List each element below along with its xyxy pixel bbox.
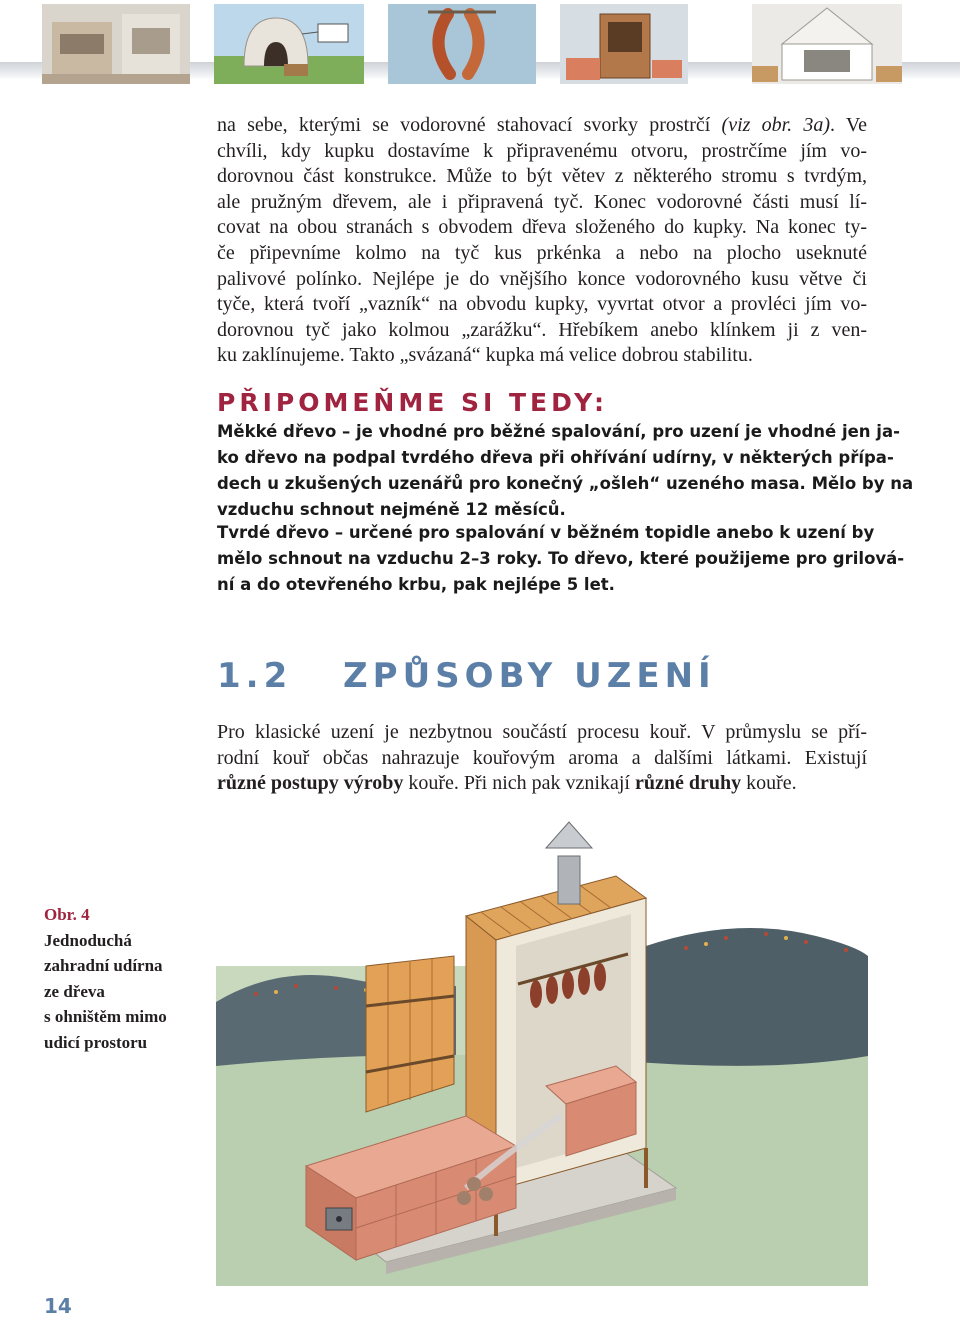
text-line: Měkké dřevo – je vhodné pro běžné spalování, pro uzení je vhodné jen ja-	[217, 422, 900, 441]
text-line: rodní kouř občas nahrazuje kouřovým aroma a dalšími látkami. Existují	[217, 746, 867, 769]
text-line: tyče, která tvoří „vazník“ na obvodu kupky, vyvrtat otvor a provléci jím vo-	[217, 293, 867, 316]
page-number: 14	[44, 1294, 72, 1318]
text-line: dorovnou tyč jako kolmou „zarážku“. Hřebíkem anebo klínkem ji z ven-	[217, 318, 867, 341]
text-line: ku zaklínujeme. Takto „svázaná“ kupka má velice dobrou stabilitu.	[217, 344, 753, 367]
text-line: různé postupy výroby kouře. Při nich pak vznikají různé druhy kouře.	[217, 772, 797, 795]
figure-caption	[44, 902, 214, 1055]
caption-line: zahradní udírna	[44, 956, 163, 975]
text-line: na sebe, kterými se vodorovné stahovací svorky prostrčí (viz obr. 3a). Ve	[217, 114, 867, 136]
grill-thumbnail-2	[752, 4, 902, 84]
caption-line: s ohništěm mimo	[44, 1007, 167, 1026]
text-line: dorovnou část konstrukce. Může to být větev z některého stromu s tvrdým,	[217, 165, 867, 188]
recap-hardwood-paragraph	[217, 520, 905, 598]
smoker-thumbnail	[560, 4, 688, 84]
header-thumbnail-strip	[0, 0, 960, 92]
text-line: Pro klasické uzení je nezbytnou součástí procesu kouř. V průmyslu se pří-	[217, 721, 867, 743]
caption-line: Jednoduchá	[44, 930, 132, 950]
figure-label: Obr. 4	[44, 905, 90, 924]
caption-line: udicí prostoru	[44, 1032, 148, 1052]
text-line: vzduchu schnout nejméně 12 měsíců.	[217, 500, 566, 519]
section-title: ZPŮSOBY UZENÍ	[343, 656, 716, 696]
intro-paragraph	[217, 113, 867, 369]
oven-thumbnail	[214, 4, 364, 84]
text-line: ko dřevo na podpal tvrdého dřeva při ohřívání udírny, v některých přípa-	[217, 448, 894, 467]
grill-thumbnail-1	[42, 4, 190, 84]
text-line: covat na obou stranách s obvodem dřeva složeného do kupky. Na konec ty-	[217, 216, 867, 239]
sausage-thumbnail	[388, 4, 536, 84]
smoke-paragraph	[217, 720, 867, 797]
recap-heading: PŘIPOMEŇME SI TEDY:	[217, 388, 608, 417]
text-line: ní a do otevřeného krbu, pak nejlépe 5 let.	[217, 575, 615, 594]
section-heading	[217, 656, 716, 696]
text-line: mělo schnout na vzduchu 2–3 roky. To dřevo, které použijeme pro grilová-	[217, 549, 905, 568]
caption-line: ze dřeva	[44, 981, 105, 1001]
text-line: dech u zkušených uzenářů pro konečný „ošleh“ uzeného masa. Mělo by na	[217, 474, 914, 493]
text-line: ale pružným dřevem, ale i připravená tyč. Konec vodorovné části musí lí-	[217, 190, 867, 213]
text-line: Tvrdé dřevo – určené pro spalování v běžném topidle anebo k uzení by	[217, 523, 875, 542]
section-number: 1.2	[217, 656, 293, 696]
text-line: če připevníme kolmo na tyč kus prkénka a nebo na plocho useknuté	[217, 241, 867, 264]
text-line: chvíli, kdy kupku dostavíme k připravenému otvoru, prostrčíme jím vo-	[217, 139, 867, 162]
recap-softwood-paragraph	[217, 419, 914, 523]
smokehouse-illustration	[216, 816, 868, 1286]
text-line: palivové polínko. Nejlépe je do vnějšího konce vodorovného kusu větve či	[217, 267, 867, 290]
